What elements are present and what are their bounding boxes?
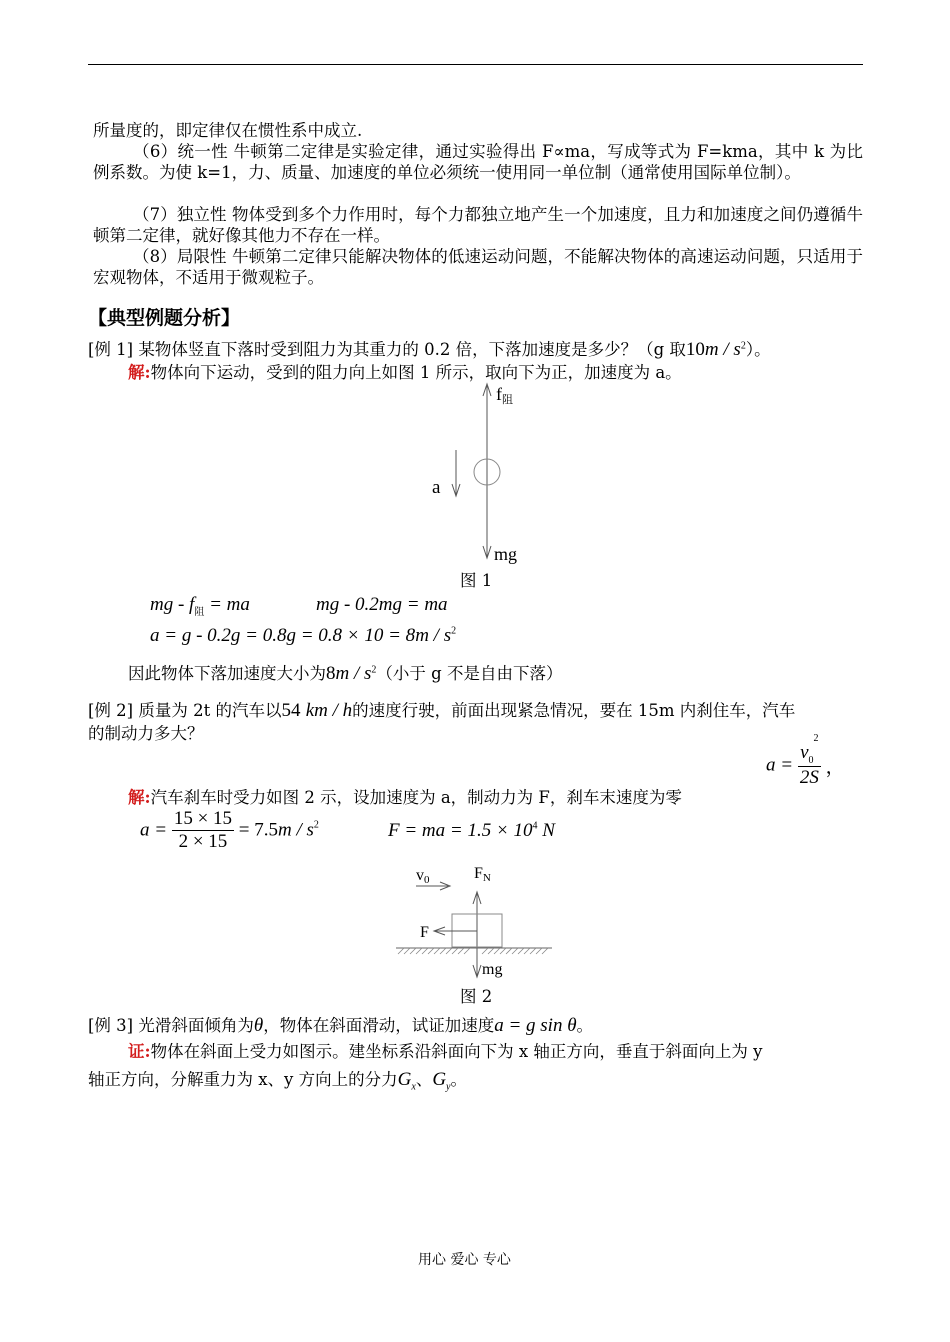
example-3-question: [例 3] 光滑斜面倾角为θ，物体在斜面滑动，试证加速度a = g sin θ。 bbox=[88, 1015, 594, 1036]
intro-continuation: 所量度的，即定律仅在惯性系中成立. bbox=[93, 121, 363, 140]
ex1-solution-text: 物体向下运动，受到的阻力向上如图 1 所示，取向下为正，加速度为 a。 bbox=[150, 363, 682, 382]
ex2-formula: a = $\frac{v_0^2}{2S}$ ， bbox=[766, 732, 845, 788]
paragraph-8: （8）局限性 牛顿第二定律只能解决物体的低速运动问题，不能解决物体的高速运动问题，只适用于宏观物体，不适用于微观粒子。 bbox=[93, 247, 863, 287]
header-rule bbox=[88, 64, 863, 65]
figure-1-caption: 图 1 bbox=[460, 571, 493, 590]
acceleration-a-label: a bbox=[432, 477, 441, 498]
braking-force-f-label: F bbox=[420, 924, 429, 941]
ex1-equation-1: mg - $f_阻$ = ma bbox=[150, 594, 250, 618]
example-2-solution: 解:汽车刹车时受力如图 2 示，设加速度为 a，制动力为 F，刹车末速度为零 bbox=[128, 788, 682, 807]
page-footer: 用心 爱心 专心 bbox=[418, 1252, 511, 1268]
ex1-g-unit: m / s bbox=[704, 339, 741, 360]
ex1-g-value: 10 bbox=[685, 339, 705, 360]
normal-force-fn-label: FN bbox=[474, 865, 491, 884]
ex2-equation-f: F = ma = $1.5 \times 10^4$ N bbox=[388, 820, 555, 841]
ex1-solution-label: 解: bbox=[128, 363, 151, 382]
section-heading: 【典型例题分析】 bbox=[88, 307, 241, 329]
example-2-question-cont: 的制动力多大？ bbox=[88, 724, 204, 743]
figure-2-caption: 图 2 bbox=[460, 987, 493, 1006]
gravity-mg-label: mg bbox=[482, 961, 503, 978]
ground-hatching bbox=[398, 948, 548, 954]
gravity-mg-label: mg bbox=[494, 544, 518, 564]
example-3-proof: 证:物体在斜面上受力如图示。建坐标系沿斜面向下为 x 轴正方向，垂直于斜面向上为 y bbox=[128, 1042, 763, 1061]
ex2-equation-a: a = $\frac{15 \times 15}{2 \times 15}$ = $7.5m / s^2$ bbox=[140, 808, 319, 852]
ex1-equation-2: mg - 0.2mg = ma bbox=[316, 594, 448, 615]
ex1-question-text: [例 1] 某物体竖直下落时受到阻力为其重力的 0.2 倍，下落加速度是多少？（g 取 bbox=[88, 340, 686, 359]
figure-2-diagram bbox=[390, 858, 560, 983]
ex1-question-tail: ）。 bbox=[745, 340, 771, 359]
ex1-conclusion: 因此物体下落加速度大小为$8m / s^2$（小于 g 不是自由下落） bbox=[128, 663, 563, 684]
example-3-proof-cont: 轴正方向，分解重力为 x、y 方向上的分力$G_x$、$G_y$。 bbox=[88, 1069, 467, 1093]
paragraph-6: （6）统一性 牛顿第二定律是实验定律，通过实验得出 F∝ma，写成等式为 F=kma，其中 k 为比例系数。为使 k=1，力、质量、加速度的单位必须统一使用同一单位制（通常使用国际单位制）。 bbox=[93, 142, 863, 182]
figure-1-diagram bbox=[420, 380, 540, 570]
ex1-equation-3: $a = g - 0.2g = 0.8g = 0.8 \times 10 = 8m / s^2$ bbox=[150, 625, 457, 646]
paragraph-7: （7）独立性 物体受到多个力作用时，每个力都独立地产生一个加速度，且力和加速度之间仍遵循牛顿第二定律，就好像其他力不存在一样。 bbox=[93, 205, 863, 245]
force-f-label: f阻 bbox=[496, 384, 513, 406]
velocity-v0-label: v0 bbox=[416, 867, 430, 886]
example-1-solution bbox=[128, 359, 682, 383]
example-2-question: [例 2] 质量为 2t 的汽车以54 km / h的速度行驶，前面出现紧急情况，要在 15m 内刹住车，汽车 bbox=[88, 700, 796, 721]
example-1-question: [例 1] 某物体竖直下落时受到阻力为其重力的 0.2 倍，下落加速度是多少？（g 取$10m / s^2$）。 bbox=[88, 339, 771, 360]
